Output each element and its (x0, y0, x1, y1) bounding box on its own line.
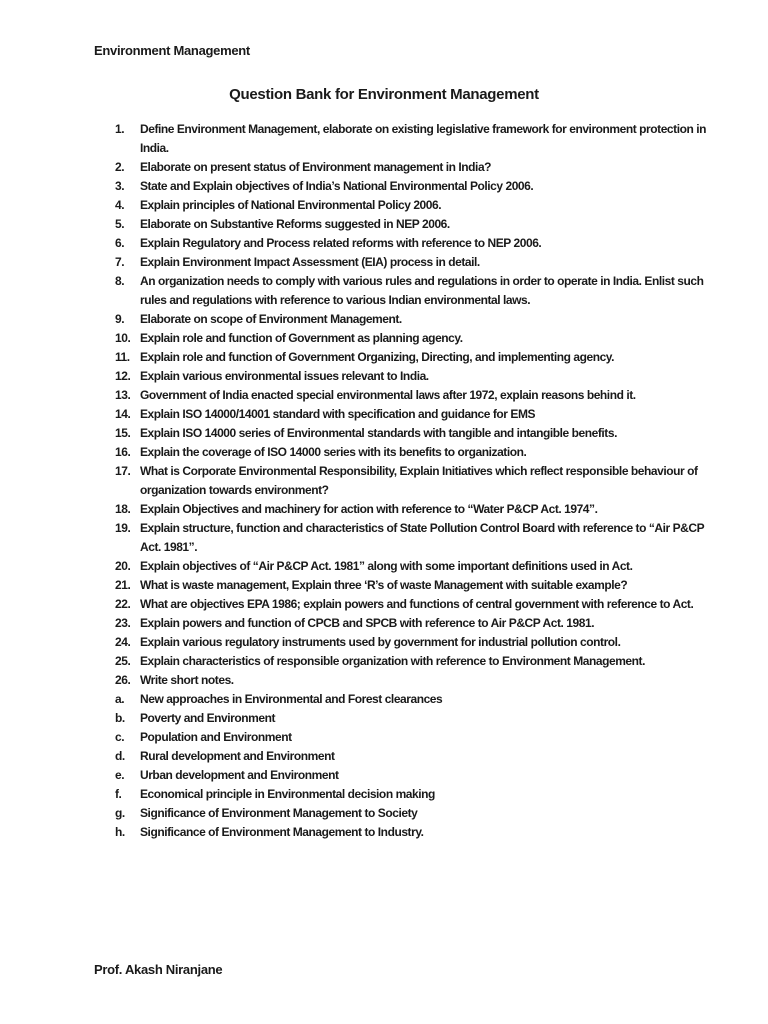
question-text: Explain the coverage of ISO 14000 series with its benefits to organization. (140, 445, 527, 459)
question-text: Define Environment Management, elaborate on existing legislative framework for environment protection in India. (140, 122, 706, 155)
list-marker: 16. (115, 445, 131, 459)
list-marker: b. (115, 711, 125, 725)
list-marker: a. (115, 692, 125, 706)
question-item (115, 519, 707, 557)
list-marker: 4. (115, 198, 125, 212)
question-item (115, 671, 707, 690)
question-item (115, 557, 707, 576)
list-marker: 14. (115, 407, 131, 421)
question-text: An organization needs to comply with various rules and regulations in order to operate in India. Enlist such rules and regulations with reference to various Indian environmental laws. (140, 274, 704, 307)
question-text: Elaborate on present status of Environment management in India? (140, 160, 492, 174)
question-item (115, 177, 707, 196)
question-text: New approaches in Environmental and Forest clearances (140, 692, 443, 706)
question-item (115, 576, 707, 595)
question-item (115, 766, 707, 785)
question-item (115, 272, 707, 310)
list-marker: 1. (115, 122, 125, 136)
list-marker: 11. (115, 350, 130, 364)
list-marker: 21. (115, 578, 131, 592)
question-text: Write short notes. (140, 673, 234, 687)
question-item (115, 728, 707, 747)
question-item (115, 633, 707, 652)
list-marker: d. (115, 749, 125, 763)
page-header: Environment Management (94, 43, 250, 58)
question-text: What is waste management, Explain three ‘R’s of waste Management with suitable example? (140, 578, 628, 592)
question-item (115, 215, 707, 234)
question-text: What are objectives EPA 1986; explain powers and functions of central government with reference to Act. (140, 597, 694, 611)
list-marker: 8. (115, 274, 125, 288)
question-item (115, 158, 707, 177)
list-marker: 9. (115, 312, 125, 326)
list-marker: 10. (115, 331, 131, 345)
list-marker: 12. (115, 369, 131, 383)
question-item (115, 785, 707, 804)
question-text: Elaborate on scope of Environment Management. (140, 312, 402, 326)
question-item (115, 595, 707, 614)
list-marker: 18. (115, 502, 131, 516)
question-item (115, 386, 707, 405)
question-text: Significance of Environment Management to Industry. (140, 825, 424, 839)
list-marker: 20. (115, 559, 131, 573)
question-text: Poverty and Environment (140, 711, 276, 725)
question-item (115, 234, 707, 253)
question-item (115, 462, 707, 500)
list-marker: 19. (115, 521, 131, 535)
list-marker: 3. (115, 179, 125, 193)
question-item (115, 196, 707, 215)
question-text: Explain ISO 14000/14001 standard with specification and guidance for EMS (140, 407, 536, 421)
list-marker: 25. (115, 654, 131, 668)
question-text: Urban development and Environment (140, 768, 339, 782)
question-text: Explain role and function of Government Organizing, Directing, and implementing agency. (140, 350, 615, 364)
list-marker: e. (115, 768, 125, 782)
question-item (115, 253, 707, 272)
question-text: Explain powers and function of CPCB and SPCB with reference to Air P&CP Act. 1981. (140, 616, 595, 630)
question-text: What is Corporate Environmental Responsibility, Explain Initiatives which reflect responsible behaviour of organization towards environment? (140, 464, 698, 497)
question-text: State and Explain objectives of India’s National Environmental Policy 2006. (140, 179, 534, 193)
question-text: Rural development and Environment (140, 749, 335, 763)
question-item (115, 348, 707, 367)
question-text: Explain Regulatory and Process related reforms with reference to NEP 2006. (140, 236, 542, 250)
list-marker: 22. (115, 597, 131, 611)
list-marker: 5. (115, 217, 125, 231)
question-item (115, 804, 707, 823)
question-item (115, 424, 707, 443)
list-marker: 15. (115, 426, 131, 440)
question-text: Population and Environment (140, 730, 292, 744)
question-text: Elaborate on Substantive Reforms suggested in NEP 2006. (140, 217, 450, 231)
list-marker: 13. (115, 388, 131, 402)
list-marker: 24. (115, 635, 131, 649)
question-item (115, 310, 707, 329)
question-text: Economical principle in Environmental decision making (140, 787, 435, 801)
question-text: Explain various regulatory instruments used by government for industrial pollution control. (140, 635, 621, 649)
list-marker: 6. (115, 236, 125, 250)
question-item (115, 367, 707, 386)
question-item (115, 652, 707, 671)
question-item (115, 500, 707, 519)
page-title: Question Bank for Environment Management (229, 86, 539, 103)
question-text: Significance of Environment Management to Society (140, 806, 418, 820)
question-text: Explain objectives of “Air P&CP Act. 1981” along with some important definitions used in Act. (140, 559, 633, 573)
list-marker: 2. (115, 160, 125, 174)
question-list (115, 120, 707, 842)
question-text: Explain characteristics of responsible organization with reference to Environment Management. (140, 654, 645, 668)
question-text: Explain Environment Impact Assessment (EIA) process in detail. (140, 255, 480, 269)
question-item (115, 405, 707, 424)
list-marker: 23. (115, 616, 131, 630)
list-marker: g. (115, 806, 125, 820)
question-text: Explain role and function of Government as planning agency. (140, 331, 463, 345)
question-text: Explain structure, function and characteristics of State Pollution Control Board with reference to “Air P&CP Act. 1981”. (140, 521, 704, 554)
list-marker: f. (115, 787, 122, 801)
question-item (115, 690, 707, 709)
list-marker: h. (115, 825, 125, 839)
question-text: Explain various environmental issues relevant to India. (140, 369, 429, 383)
list-marker: 17. (115, 464, 131, 478)
list-marker: c. (115, 730, 125, 744)
question-item (115, 709, 707, 728)
question-text: Explain Objectives and machinery for action with reference to “Water P&CP Act. 1974”. (140, 502, 598, 516)
page-footer: Prof. Akash Niranjane (94, 962, 223, 977)
question-text: Government of India enacted special environmental laws after 1972, explain reasons behind it. (140, 388, 636, 402)
list-marker: 26. (115, 673, 131, 687)
question-item (115, 443, 707, 462)
question-text: Explain principles of National Environmental Policy 2006. (140, 198, 442, 212)
question-item (115, 120, 707, 158)
question-text: Explain ISO 14000 series of Environmental standards with tangible and intangible benefits. (140, 426, 617, 440)
list-marker: 7. (115, 255, 125, 269)
question-item (115, 747, 707, 766)
question-item (115, 329, 707, 348)
question-item (115, 823, 707, 842)
question-item (115, 614, 707, 633)
